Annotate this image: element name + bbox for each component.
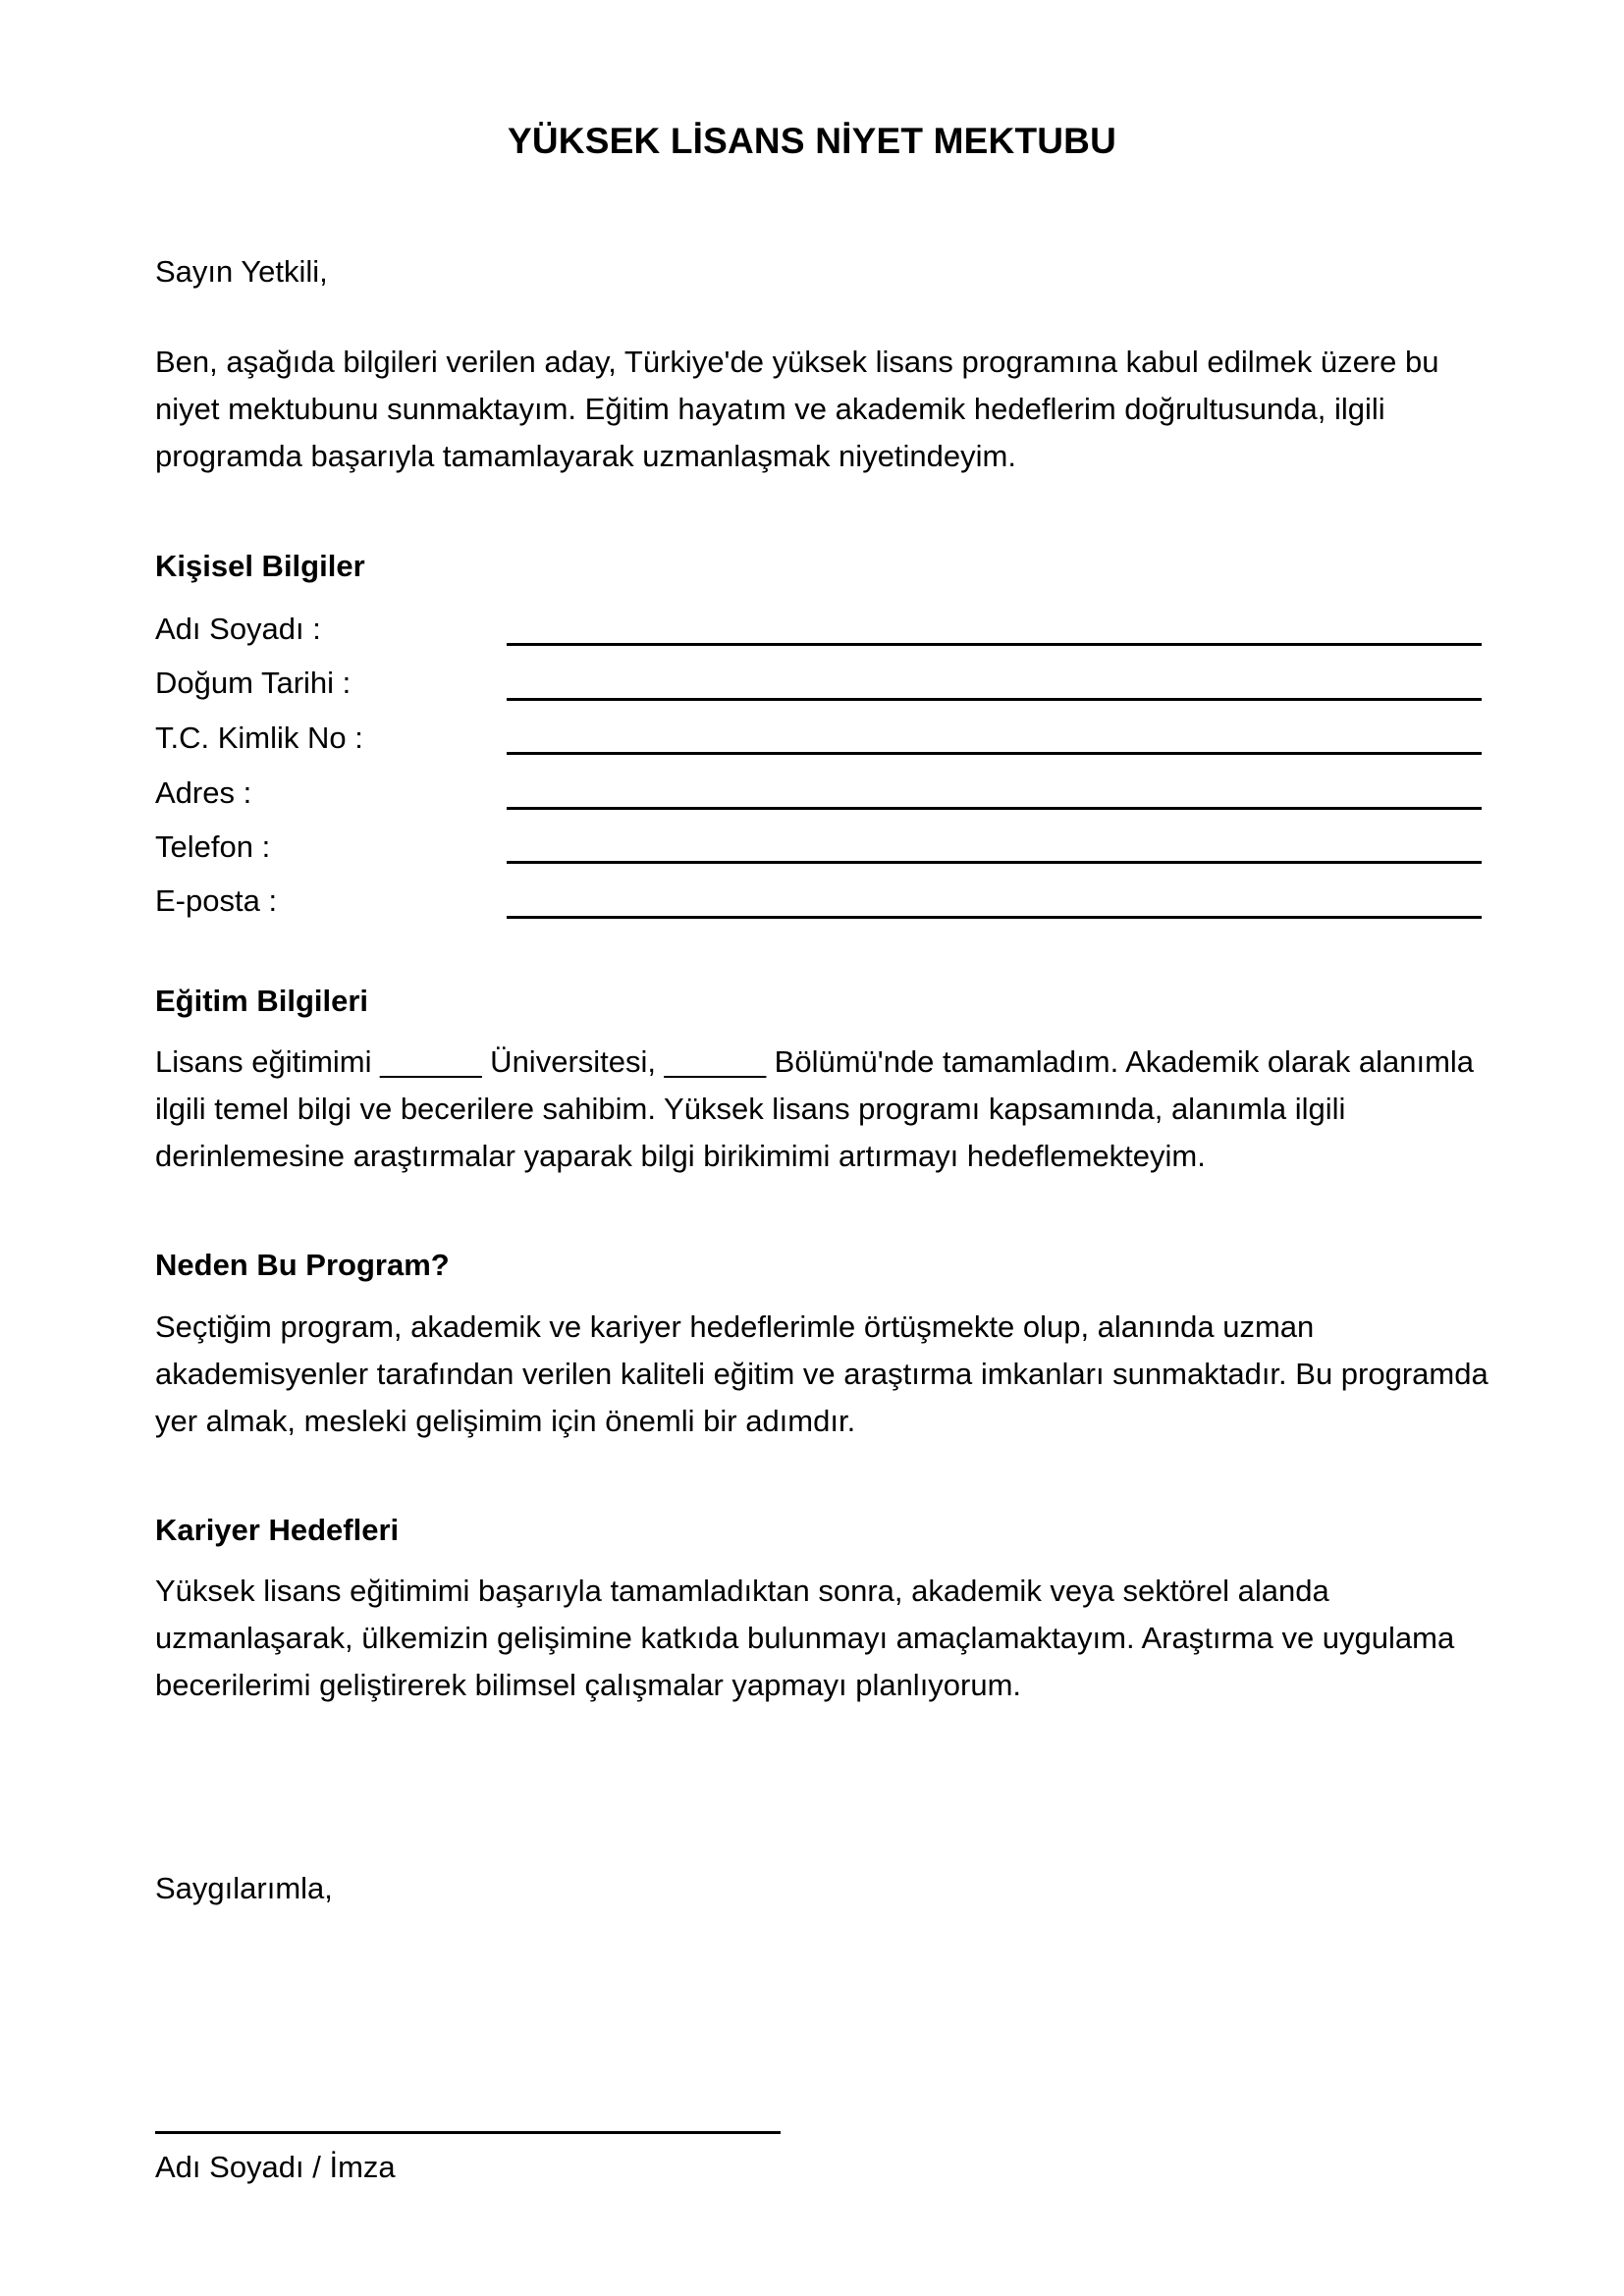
field-label-full-name: Adı Soyadı : [155,612,321,646]
field-line-address[interactable] [507,807,1482,810]
field-line-birth-date[interactable] [507,698,1482,701]
field-line-email[interactable] [507,916,1482,919]
career-goals-heading: Kariyer Hedefleri [155,1513,400,1547]
intro-paragraph: Ben, aşağıda bilgileri verilen aday, Türkiye'de yüksek lisans programına kabul edilmek üzere bu niyet mektubunu sunmaktayım. Eğitim hayatım ve akademik hedeflerim doğrultusunda, ilgili programda başarıyla tamamlayarak uzmanlaşmak niyetindeyim. [155,345,1439,473]
field-label-phone: Telefon : [155,829,271,864]
closing: Saygılarımla, [155,1871,333,1905]
field-line-id-number[interactable] [507,752,1482,755]
education-heading: Eğitim Bilgileri [155,984,369,1018]
why-program-heading: Neden Bu Program? [155,1248,450,1282]
field-line-phone[interactable] [507,861,1482,864]
field-label-email: E-posta : [155,883,278,918]
personal-info-heading: Kişisel Bilgiler [155,549,365,583]
salutation: Sayın Yetkili, [155,254,328,289]
signature-line[interactable] [155,2131,781,2134]
document-title: YÜKSEK LİSANS NİYET MEKTUBU [507,121,1117,161]
career-goals-paragraph: Yüksek lisans eğitimimi başarıyla tamamladıktan sonra, akademik veya sektörel alanda uzmanlaşarak, ülkemizin gelişimine katkıda bulunmayı amaçlamaktayım. Araştırma ve uygulama becerilerimi geliştirerek bilimsel çalışmalar yapmayı planlıyorum. [155,1574,1455,1702]
field-label-id-number: T.C. Kimlik No : [155,721,363,755]
field-label-birth-date: Doğum Tarihi : [155,666,352,700]
why-program-paragraph: Seçtiğim program, akademik ve kariyer hedeflerimle örtüşmekte olup, alanında uzman akademisyenler tarafından verilen kaliteli eğitim ve araştırma imkanları sunmaktadır. Bu programda yer almak, mesleki gelişimim için önemli bir adımdır. [155,1309,1489,1438]
signature-label: Adı Soyadı / İmza [155,2150,396,2184]
field-line-full-name[interactable] [507,643,1482,646]
education-paragraph: Lisans eğitimimi ______ Üniversitesi, ______ Bölümü'nde tamamladım. Akademik olarak alanımla ilgili temel bilgi ve becerilere sahibim. Yüksek lisans programı kapsamında, alanımla ilgili derinlemesine araştırmalar yaparak bilgi birikimimi artırmayı hedeflemekteyim. [155,1044,1475,1173]
field-label-address: Adres : [155,775,252,810]
